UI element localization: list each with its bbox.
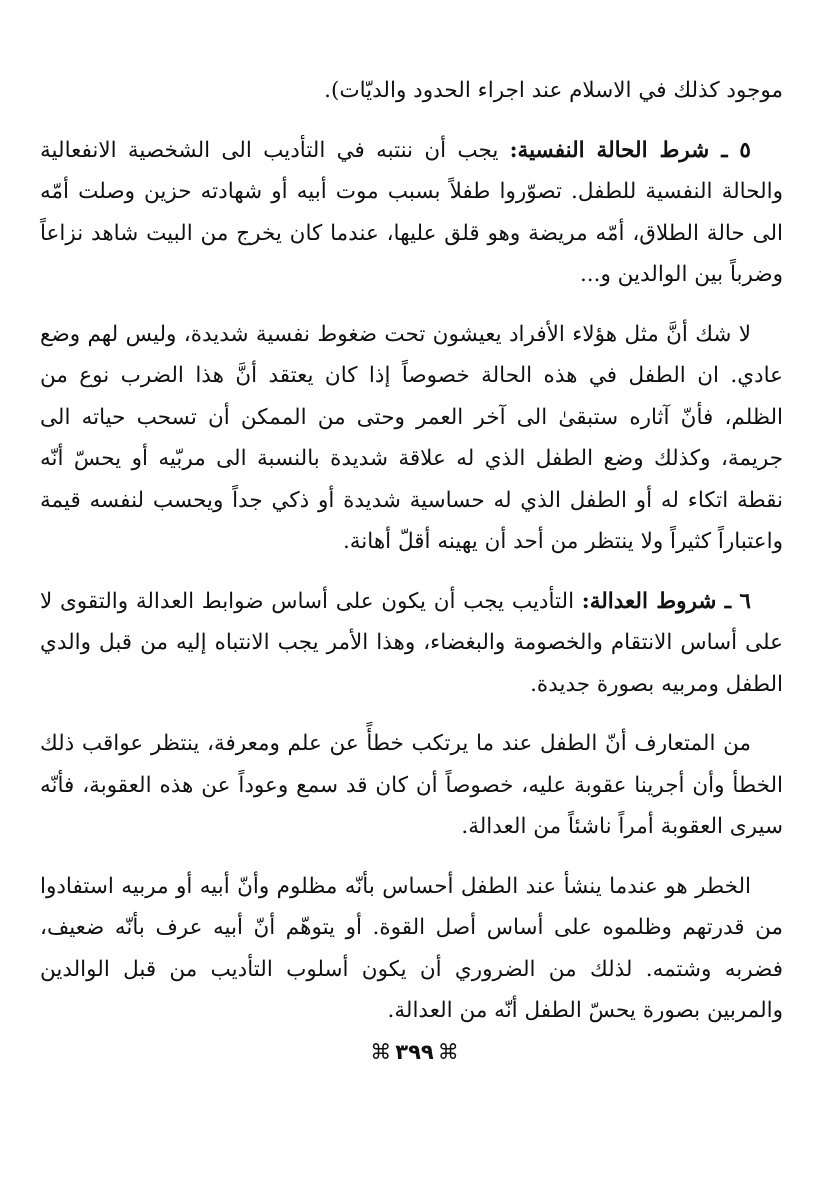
paragraph-2-text: يجب أن ننتبه في التأديب الى الشخصية الانفعالية والحالة النفسية للطفل. تصوّروا طفلاً بسبب موت أبيه أو شهادته حزين وصلت أمّه الى حالة الطلاق، أمّه مريضة وهو قلق عليها، عندما كان يخرج من البيت شاهد نزاعاً وضرباً بين الوالدين و... xyxy=(40,137,783,287)
paragraph-2-heading: ٥ ـ شرط الحالة النفسية: xyxy=(509,137,751,163)
paragraph-6-text: الخطر هو عندما ينشأ عند الطفل أحساس بأنّه مظلوم وأنّ أبيه أو مربيه استفادوا من قدرتهم وظلموه على أساس أصل القوة. أو يتوهّم أنّ أبيه عرف بأنّه ضعيف، فضربه وشتمه. لذلك من الضروري أن يكون أسلوب التأديب من قبل الوالدين والمربين بصورة يحسّ الطفل أنّه من العدالة. xyxy=(40,873,783,1023)
paragraph-5-text: من المتعارف أنّ الطفل عند ما يرتكب خطأً عن علم ومعرفة، ينتظر عواقب ذلك الخطأ وأن أجرينا عقوبة عليه، خصوصاً أن كان قد سمع وعوداً عن هذه العقوبة، فأنّه سيرى العقوبة أمراً ناشئاً من العدالة. xyxy=(40,731,783,839)
ornament-left-icon: ⌘ xyxy=(370,1040,392,1064)
page-number-footer xyxy=(0,1040,829,1064)
paragraph-2 xyxy=(40,130,783,296)
paragraph-6 xyxy=(40,866,783,1032)
paragraph-1-text: موجود كذلك في الاسلام عند اجراء الحدود والديّات). xyxy=(324,78,783,103)
paragraph-5 xyxy=(40,723,783,848)
paragraph-3 xyxy=(40,314,783,563)
paragraph-1 xyxy=(40,70,783,112)
page-body xyxy=(40,70,783,1032)
paragraph-4-text: التأديب يجب أن يكون على أساس ضوابط العدالة والتقوى لا على أساس الانتقام والخصومة والبغضاء، وهذا الأمر يجب الانتباه إليه من قبل والدي الطفل ومربيه بصورة جديدة. xyxy=(40,588,783,697)
ornament-right-icon: ⌘ xyxy=(437,1040,459,1064)
paragraph-3-text: لا شك أنَّ مثل هؤلاء الأفراد يعيشون تحت ضغوط نفسية شديدة، وليس لهم وضع عادي. ان الطفل في هذه الحالة خصوصاً إذا كان يعتقد أنَّ هذا الضرب نوع من الظلم، فأنّ آثاره ستبقىٰ الى آخر العمر وحتى من الممكن أن تسحب حياته الى جريمة، وكذلك وضع الطفل الذي له علاقة شديدة بالنسبة الى مربّيه أو يحسّ أنّه نقطة اتكاء له أو الطفل الذي له حساسية شديدة أو ذكي جداً ويحسب لنفسه قيمة واعتباراً كثيراً ولا ينتظر من أحد أن يهينه أقلّ أهانة. xyxy=(40,321,783,554)
paragraph-4-heading: ٦ ـ شروط العدالة: xyxy=(581,588,751,614)
page-number: ٣٩٩ xyxy=(395,1040,434,1064)
paragraph-4 xyxy=(40,581,783,706)
